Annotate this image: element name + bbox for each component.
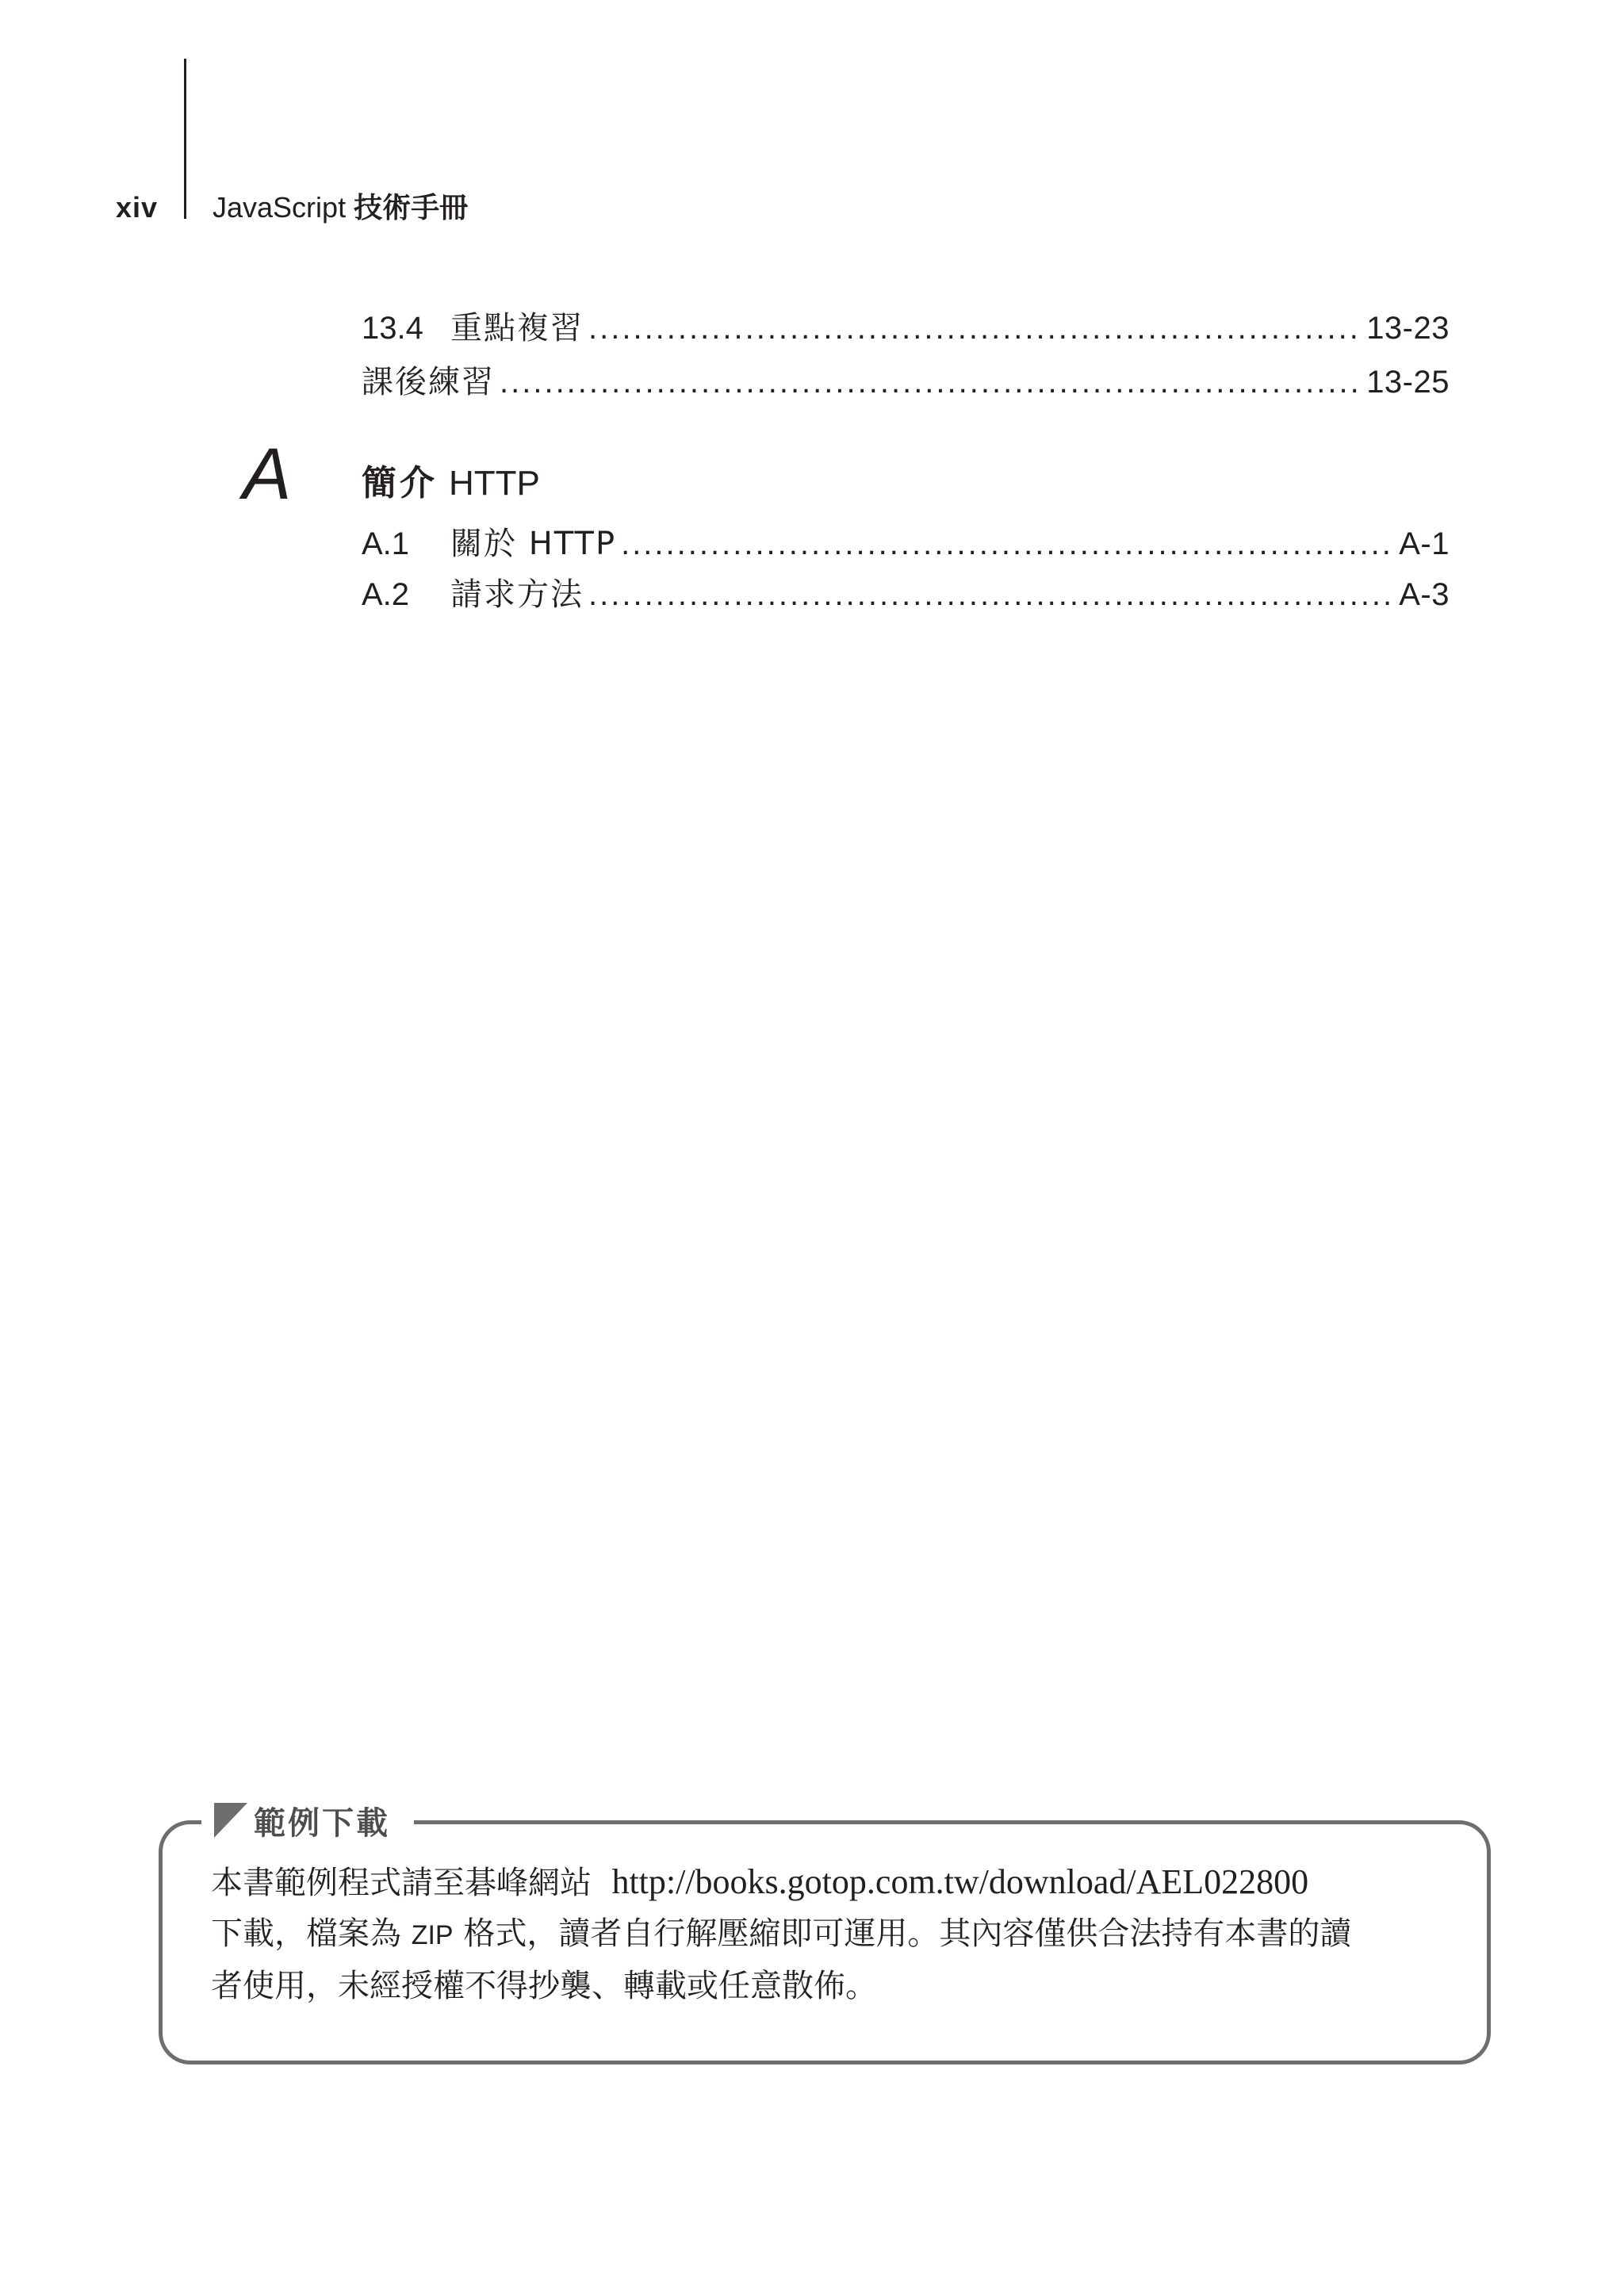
download-text-a: 下載，檔案為 xyxy=(211,1915,401,1952)
toc-dot-leader xyxy=(621,520,1396,568)
toc-dot-leader xyxy=(500,358,1363,406)
toc-entry-title: 關於 HTTP xyxy=(450,526,617,562)
book-title xyxy=(213,190,468,226)
corner-triangle-icon xyxy=(214,1803,247,1838)
download-heading-label: 範例下載 xyxy=(254,1804,390,1842)
page-number: xiv xyxy=(116,191,159,224)
toc-dot-leader xyxy=(588,304,1363,352)
toc-entry-title: 重點複習 xyxy=(450,310,584,346)
download-text-b: 格式，讀者自行解壓縮即可運用。其內容僅供合法持有本書的讀 xyxy=(463,1915,1352,1952)
appendix-title[interactable] xyxy=(362,460,540,507)
book-title-latin: JavaScript xyxy=(213,191,354,224)
toc-entry-title: 請求方法 xyxy=(450,576,584,613)
toc-entry[interactable] xyxy=(362,304,1450,352)
toc-entry-number: A.2 xyxy=(362,577,410,612)
appendix-title-cjk: 簡介 xyxy=(362,463,438,503)
download-line-2 xyxy=(211,1908,1448,1961)
toc-entry-number: 13.4 xyxy=(362,311,423,346)
book-title-cjk: 技術手冊 xyxy=(354,192,469,224)
download-heading xyxy=(201,1790,414,1850)
appendix-letter: A xyxy=(243,434,292,515)
download-line-1 xyxy=(211,1857,1448,1908)
toc-entry[interactable] xyxy=(362,571,1450,618)
toc-entry-title: 課後練習 xyxy=(362,364,495,400)
download-line-3: 者使用，未經授權不得抄襲、轉載或任意散佈。 xyxy=(211,1968,877,2004)
download-url-link[interactable]: http://books.gotop.com.tw/download/AEL022800 xyxy=(611,1862,1309,1901)
zip-format-label: ZIP xyxy=(411,1920,454,1950)
toc-entry-page: 13-25 xyxy=(1366,365,1450,400)
toc-dot-leader xyxy=(588,571,1396,618)
toc-entry-number: A.1 xyxy=(362,526,410,561)
download-text xyxy=(211,1857,1448,2011)
toc-entry-page: A-3 xyxy=(1399,577,1450,612)
toc-entry-page: A-1 xyxy=(1399,526,1450,561)
toc-entry[interactable] xyxy=(362,520,1450,568)
header-rule xyxy=(184,59,186,219)
download-intro-text: 本書範例程式請至碁峰網站 xyxy=(211,1865,592,1901)
appendix-title-latin: HTTP xyxy=(449,464,540,503)
toc-entry[interactable] xyxy=(362,358,1450,406)
toc-entry-page: 13-23 xyxy=(1366,311,1450,346)
